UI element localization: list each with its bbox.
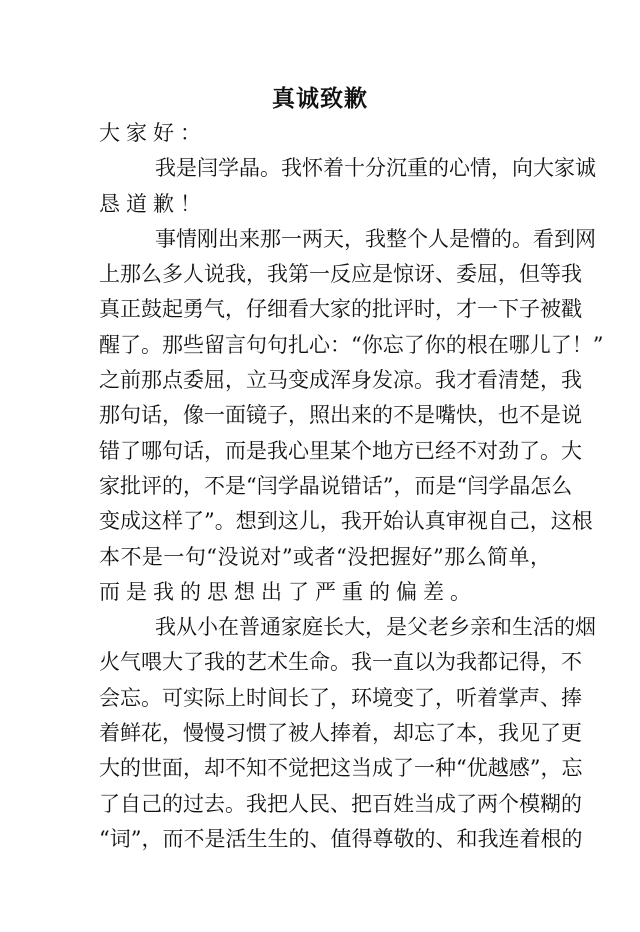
text-line: “词”，而不是活生生的、值得尊敬的、和我连着根的	[99, 826, 583, 851]
text-line: 家批评的，不是“闫学晶说错话”，而是“闫学晶怎么	[99, 473, 573, 498]
text-line: 上那么多人说我，我第一反应是惊讶、委屈，但等我	[99, 262, 582, 287]
text-line: 会忘。可实际上时间长了，环境变了，听着掌声、捧	[99, 685, 582, 710]
text-line: 真正鼓起勇气，仔细看大家的批评时，才一下子被戳	[99, 297, 582, 322]
text-line: 大的世面，却不知不觉把这当成了一种“优越感”，忘	[99, 756, 583, 781]
text-line: 恳道歉！	[99, 191, 207, 216]
paragraph	[99, 151, 596, 222]
letter-body	[99, 116, 604, 857]
text-line: 而是我的思想出了严重的偏差。	[99, 579, 477, 604]
paragraph	[99, 222, 604, 610]
text-line: 了自己的过去。我把人民、把百姓当成了两个模糊的	[99, 791, 582, 816]
text-line: 火气喂大了我的艺术生命。我一直以为我都记得，不	[99, 650, 582, 675]
text-line: 事情刚出来那一两天，我整个人是懵的。看到网	[155, 226, 596, 251]
text-line: 着鲜花，慢慢习惯了被人捧着，却忘了本，我见了更	[99, 721, 582, 746]
paragraph	[99, 610, 596, 857]
text-line: 我是闫学晶。我怀着十分沉重的心情，向大家诚	[155, 156, 596, 181]
text-line: 之前那点委屈，立马变成浑身发凉。我才看清楚，我	[99, 368, 582, 393]
text-line: 错了哪句话，而是我心里某个地方已经不对劲了。大	[99, 438, 582, 463]
text-line: 变成这样了”。想到这儿，我开始认真审视自己，这根	[99, 509, 593, 534]
text-line: 醒了。那些留言句句扎心：“你忘了你的根在哪儿了！”	[99, 332, 604, 357]
text-line: 我从小在普通家庭长大，是父老乡亲和生活的烟	[155, 615, 596, 640]
text-line: 那句话，像一面镜子，照出来的不是嘴快，也不是说	[99, 403, 582, 428]
greeting: 大家好：	[99, 121, 207, 145]
text-line: 本不是一句“没说对”或者“没把握好”那么简单，	[99, 544, 551, 569]
document-title: 真诚致歉	[272, 85, 368, 112]
